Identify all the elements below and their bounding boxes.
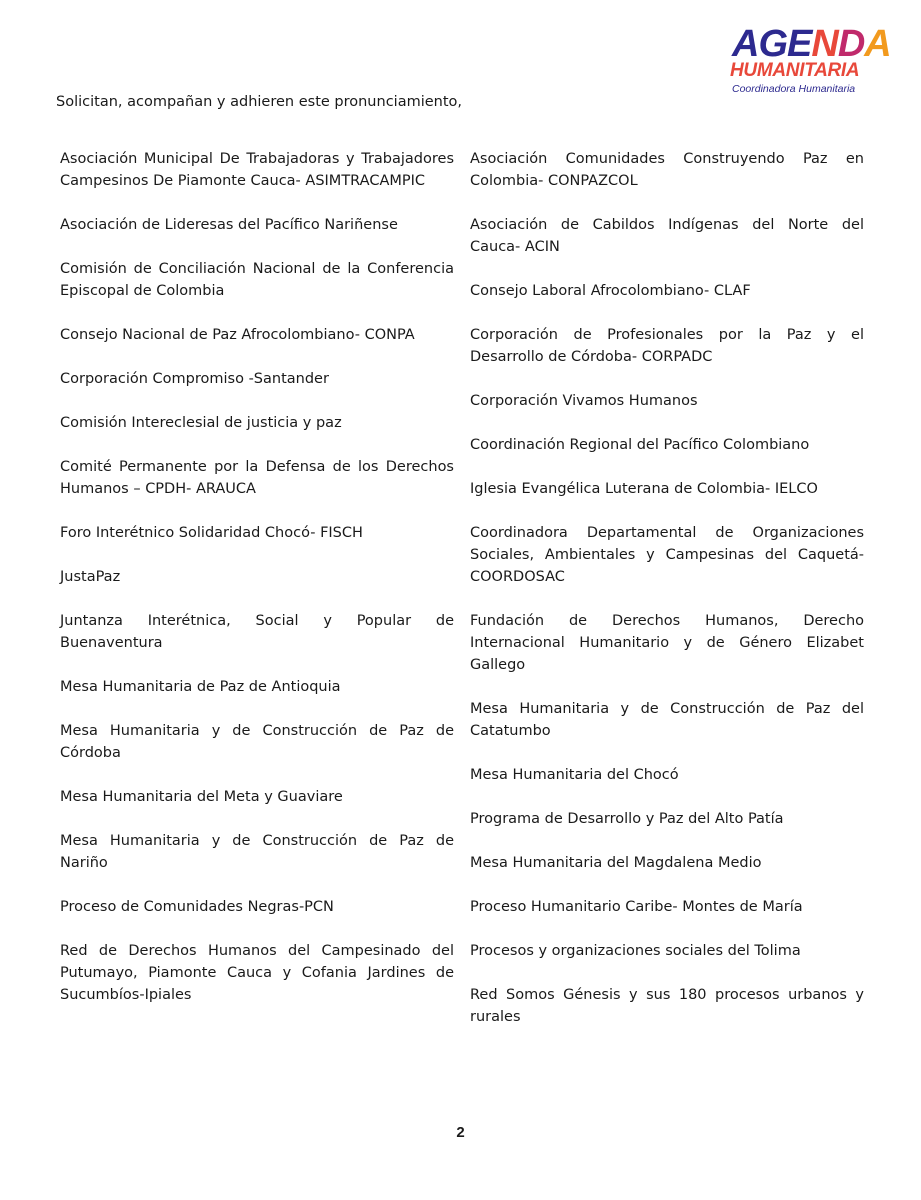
organization-entry: Mesa Humanitaria y de Construcción de Paz de Córdoba: [60, 723, 454, 761]
organization-entry: Mesa Humanitaria y de Construcción de Paz de Nariño: [60, 833, 454, 871]
organization-entry: Coordinadora Departamental de Organizaciones Sociales, Ambientales y Campesinas del Caquetá- COORDOSAC: [470, 525, 864, 585]
organization-entry: Comisión Intereclesial de justicia y paz: [60, 415, 342, 431]
organization-entry: Comité Permanente por la Defensa de los Derechos Humanos – CPDH- ARAUCA: [60, 459, 454, 497]
organizations-left-column: [60, 148, 454, 1028]
agenda-humanitaria-logo: [728, 23, 891, 100]
organization-entry: Corporación Vivamos Humanos: [470, 393, 698, 409]
organization-entry: Mesa Humanitaria del Magdalena Medio: [470, 855, 762, 871]
organization-entry: Mesa Humanitaria de Paz de Antioquia: [60, 679, 341, 695]
organization-entry: Comisión de Conciliación Nacional de la Conferencia Episcopal de Colombia: [60, 261, 454, 299]
organization-entry: Coordinación Regional del Pacífico Colombiano: [470, 437, 810, 453]
organization-entry: Asociación de Cabildos Indígenas del Norte del Cauca- ACIN: [470, 217, 864, 255]
organization-entry: Proceso Humanitario Caribe- Montes de María: [470, 899, 803, 915]
organization-entry: Procesos y organizaciones sociales del Tolima: [470, 943, 801, 959]
organization-entry: Red de Derechos Humanos del Campesinado del Putumayo, Piamonte Cauca y Cofania Jardines de Sucumbíos-Ipiales: [60, 943, 454, 1003]
organization-entry: Asociación Municipal De Trabajadoras y Trabajadores Campesinos De Piamonte Cauca- ASIMTRACAMPIC: [60, 151, 454, 189]
logo-tagline: Coordinadora Humanitaria: [732, 83, 856, 95]
organizations-right-column: [470, 148, 864, 1050]
organization-entry: Corporación de Profesionales por la Paz y el Desarrollo de Córdoba- CORPADC: [470, 327, 864, 365]
intro-text: Solicitan, acompañan y adhieren este pronunciamiento,: [56, 94, 463, 110]
organization-entry: Mesa Humanitaria del Chocó: [470, 767, 679, 783]
organization-entry: Consejo Nacional de Paz Afrocolombiano- CONPA: [60, 327, 415, 343]
organization-entry: Foro Interétnico Solidaridad Chocó- FISCH: [60, 525, 363, 541]
organization-entry: Fundación de Derechos Humanos, Derecho Internacional Humanitario y de Género Elizabet Gallego: [470, 613, 864, 673]
organization-entry: Mesa Humanitaria del Meta y Guaviare: [60, 789, 343, 805]
organization-entry: JustaPaz: [60, 569, 121, 585]
organization-entry: Red Somos Génesis y sus 180 procesos urbanos y rurales: [470, 987, 864, 1025]
organization-entry: Asociación de Lideresas del Pacífico Nariñense: [60, 217, 398, 233]
organization-entry: Programa de Desarrollo y Paz del Alto Patía: [470, 811, 784, 827]
organization-entry: Proceso de Comunidades Negras-PCN: [60, 899, 334, 915]
organization-entry: Juntanza Interétnica, Social y Popular de Buenaventura: [60, 613, 454, 651]
organization-entry: Asociación Comunidades Construyendo Paz en Colombia- CONPAZCOL: [470, 151, 864, 189]
organization-entry: Iglesia Evangélica Luterana de Colombia- IELCO: [470, 481, 818, 497]
logo-wordmark-agenda: AGENDA: [732, 23, 891, 65]
logo-wordmark-humanitaria: HUMANITARIA: [730, 60, 860, 81]
organization-entry: Corporación Compromiso -Santander: [60, 371, 329, 387]
organization-entry: Mesa Humanitaria y de Construcción de Paz del Catatumbo: [470, 701, 864, 739]
organization-entry: Consejo Laboral Afrocolombiano- CLAF: [470, 283, 751, 299]
page-number: 2: [456, 1124, 465, 1141]
